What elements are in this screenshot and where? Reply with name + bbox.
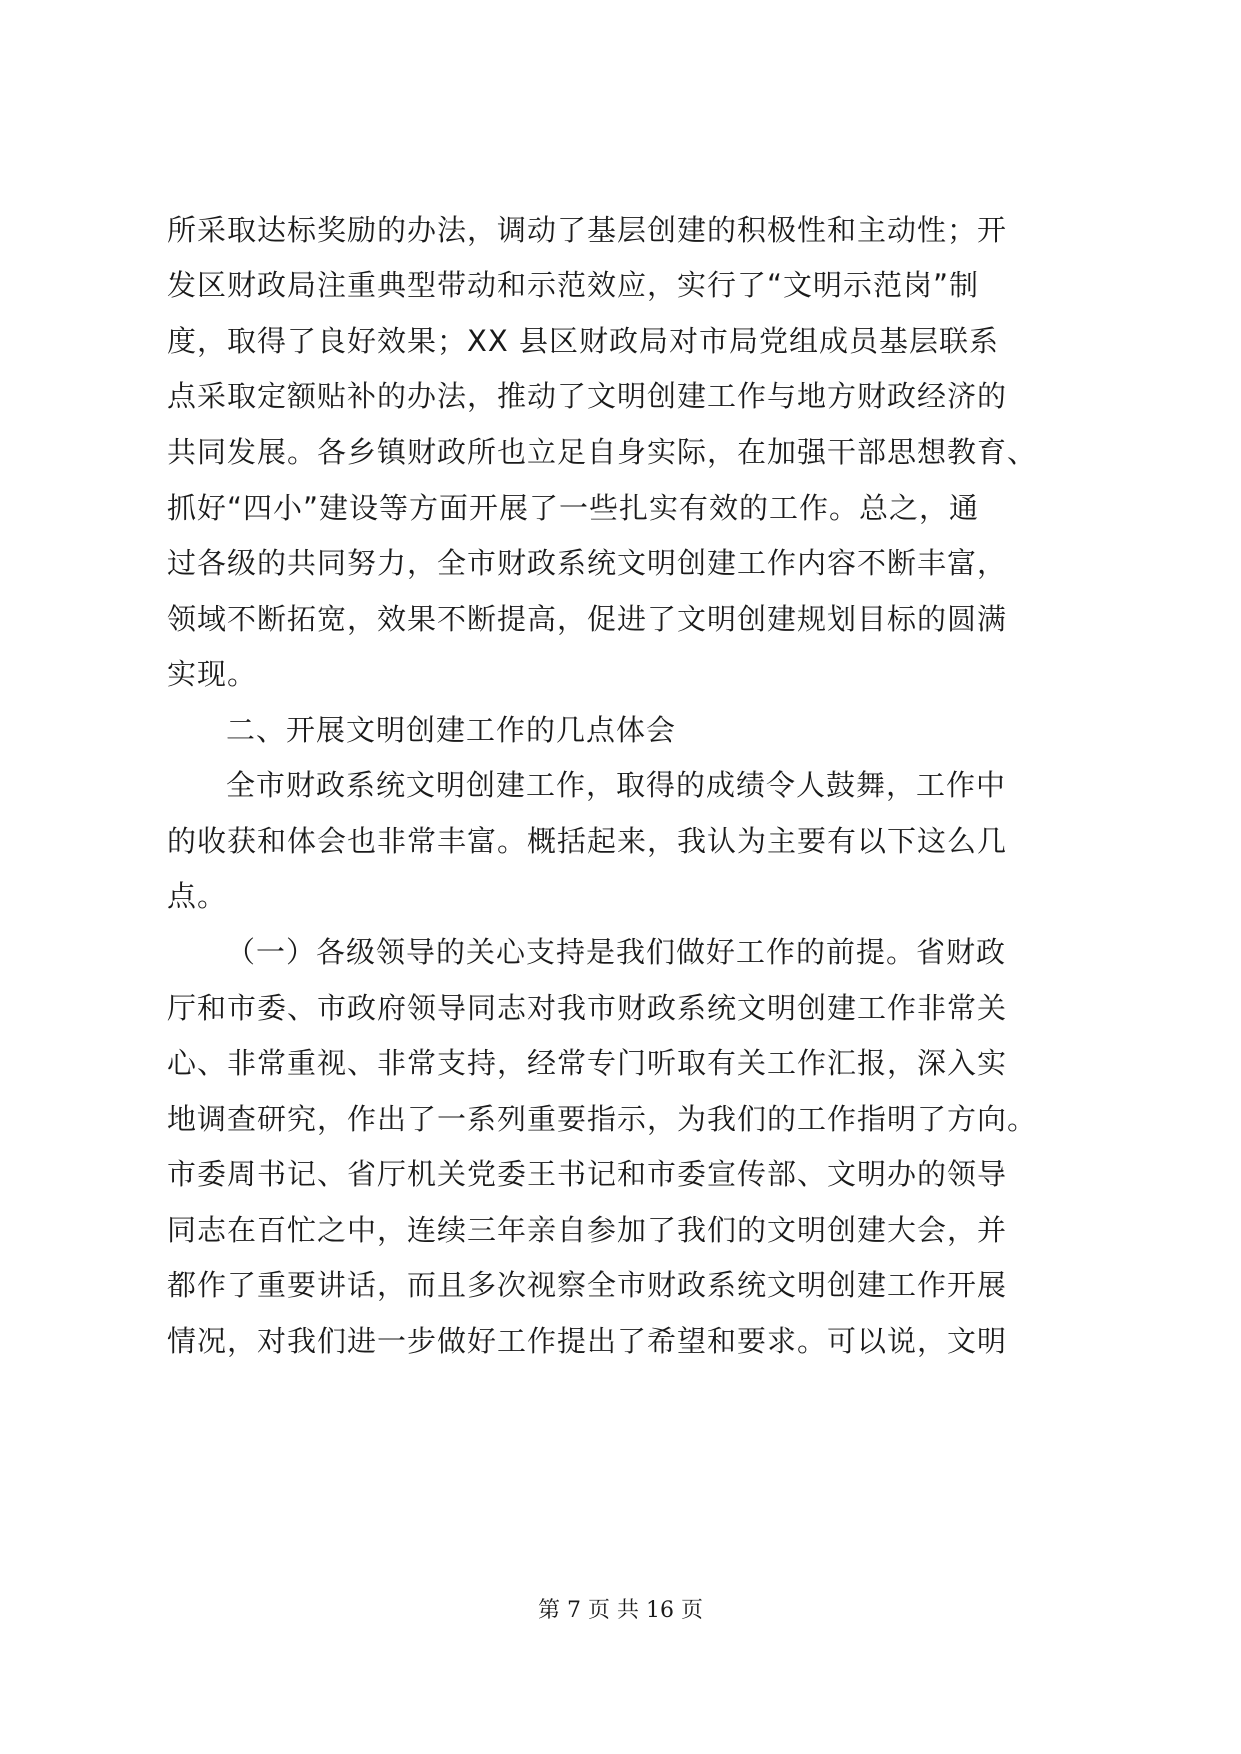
text-line: 的收获和体会也非常丰富。概括起来，我认为主要有以下这么几 [167,824,1008,858]
page-number-footer: 第 7 页 共 16 页 [538,1598,703,1623]
subsection-heading-line: （一）各级领导的关心支持是我们做好工作的前提。省财政 [226,935,1007,969]
text-line: 实现。 [167,657,258,691]
text-line: 度，取得了良好效果；XX 县区财政局对市局党组成员基层联系 [167,324,999,358]
text-line: 同志在百忙之中，连续三年亲自参加了我们的文明创建大会，并 [167,1213,1008,1247]
text-line: 共同发展。各乡镇财政所也立足自身实际，在加强干部思想教育、 [167,435,1038,469]
text-line: 所采取达标奖励的办法，调动了基层创建的积极性和主动性；开 [167,213,1008,247]
text-line: 厅和市委、市政府领导同志对我市财政系统文明创建工作非常关 [167,991,1008,1025]
text-line: 心、非常重视、非常支持，经常专门听取有关工作汇报，深入实 [167,1046,1008,1080]
text-line: 领域不断拓宽，效果不断提高，促进了文明创建规划目标的圆满 [167,602,1008,636]
text-line: 全市财政系统文明创建工作，取得的成绩令人鼓舞，工作中 [226,768,1007,802]
text-line: 都作了重要讲话，而且多次视察全市财政系统文明创建工作开展 [167,1268,1008,1302]
text-line: 点采取定额贴补的办法，推动了文明创建工作与地方财政经济的 [167,379,1008,413]
text-line: 点。 [167,879,228,913]
text-line: 发区财政局注重典型带动和示范效应，实行了“文明示范岗”制 [167,268,980,302]
text-line: 情况，对我们进一步做好工作提出了希望和要求。可以说，文明 [167,1324,1008,1358]
text-line: 抓好“四小”建设等方面开展了一些扎实有效的工作。总之，通 [167,491,980,525]
text-line: 市委周书记、省厅机关党委王书记和市委宣传部、文明办的领导 [167,1157,1008,1191]
text-line: 地调查研究，作出了一系列重要指示，为我们的工作指明了方向。 [167,1102,1038,1136]
text-line: 过各级的共同努力，全市财政系统文明创建工作内容不断丰富， [167,546,1008,580]
section-heading: 二、开展文明创建工作的几点体会 [226,713,677,747]
